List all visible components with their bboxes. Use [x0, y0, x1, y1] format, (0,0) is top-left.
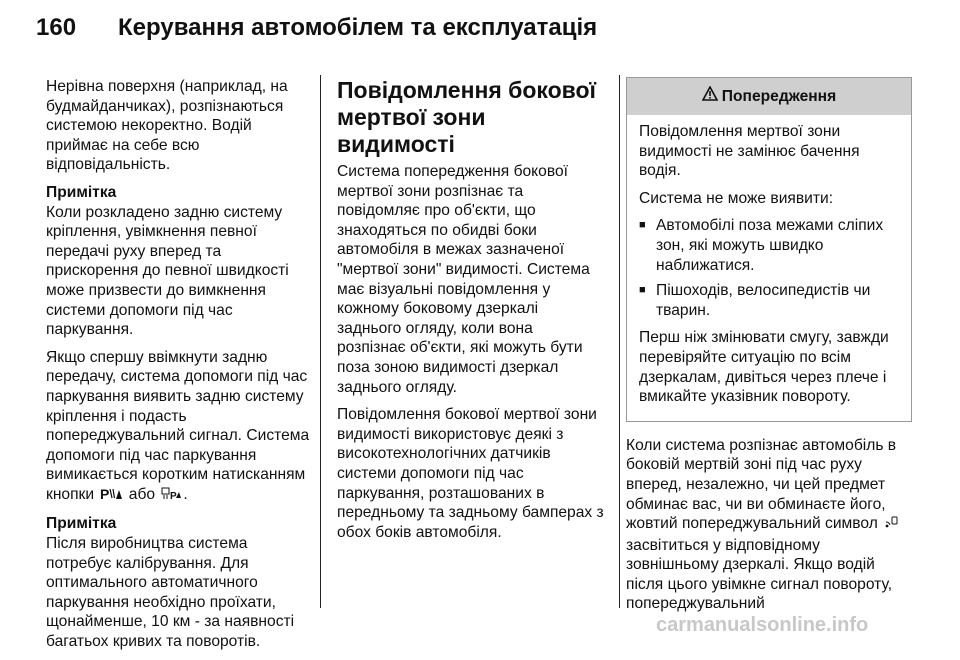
paragraph-text-or: або: [128, 485, 156, 503]
column-middle: [337, 77, 605, 550]
note-heading: Примітка: [46, 515, 117, 533]
warning-text: Повідомлення мертвої зони видимості не замінює бачення водія.: [639, 123, 860, 180]
watermark: carmanualsonline.info: [656, 614, 869, 636]
list-item: ■ Автомобілі поза межами сліпих зон, які можуть швидко наближатися.: [639, 216, 903, 275]
warning-triangle-icon: [702, 86, 718, 107]
column-right: [626, 77, 916, 622]
column-left: [46, 77, 314, 660]
paragraph-detection: [626, 436, 916, 614]
note-text: Після виробництва система потребує калібрування. Для оптимального автоматичного паркування необхідно проїхати, щонайменше, 10 км - за наявності багатьох кривих та поворотів.: [46, 535, 295, 651]
paragraph-reverse-gear: [46, 348, 314, 507]
paragraph-sensors: Повідомлення бокової мертвої зони видимості використовує деякі з високотехнологічних датчиків системи допомоги під час паркування, розташованих в передньому та задньому бамперах з обох боків автомобіля.: [337, 406, 604, 541]
section-title: Повідомлення бокової мертвої зони видимості: [337, 77, 597, 157]
warning-body: [627, 115, 911, 421]
paragraph-uneven-surface: Нерівна поверхня (наприклад, на будмайданчиках), розпізнаються системою некоректно. Водій приймає на себе всю відповідальність.: [46, 78, 288, 174]
park-assist-icon: [100, 486, 122, 507]
warning-text: Система не може виявити:: [639, 189, 834, 207]
column-divider-left: [320, 75, 321, 608]
note-heading: Примітка: [46, 183, 117, 201]
park-pilot-icon: [161, 486, 181, 507]
paragraph-text: Коли система розпізнає автомобіль в боковій мертвій зоні під час руху вперед, незалежно, чи цей предмет обминає вас, чи ви обминаєте його, жовтий попереджувальний символ: [626, 436, 897, 533]
warning-text: Перш ніж змінювати смугу, завжди перевіряйте ситуацію по всім дзеркалам, дивіться через плече і вмикайте указівник повороту.: [639, 329, 889, 406]
warning-header: [627, 78, 911, 115]
page-header: [0, 0, 960, 60]
paragraph-system-description: Система попередження бокової мертвої зони розпізнає та повідомляє про об'єкти, що знаходяться по обидві боки автомобіля в межах зазначеної "мертвої зони" видимості. Система має візуальні повідомлення у кожному боковому дзеркалі заднього огляду, коли вона розпізнає об'єкти, які можуть бути поза зоною видимості дзеркал заднього огляду.: [337, 163, 590, 396]
column-divider-right: [619, 75, 620, 608]
warning-box: [626, 77, 912, 422]
page-title: Керування автомобілем та експлуатація: [118, 14, 598, 41]
note-text: Коли розкладено задню систему кріплення, увімкнення певної передачі руху вперед та прискорення до певної швидкості може призвести до вимкнення системи допомоги під час паркування.: [46, 203, 289, 339]
paragraph-text-end: .: [183, 485, 188, 503]
paragraph-text: засвітиться у відповідному зовнішньому дзеркалі. Якщо водій після цього увімкне сигнал повороту, попереджувальний: [626, 536, 893, 613]
blind-spot-icon: [884, 516, 898, 536]
svg-text:P: P: [170, 490, 178, 501]
page-number: 160: [36, 14, 77, 41]
warning-title: Попередження: [721, 87, 837, 105]
svg-text:P: P: [100, 485, 110, 501]
warning-list: [639, 216, 903, 320]
paragraph-text: Якщо спершу ввімкнути задню передачу, система допомоги під час паркування виявить задню систему кріплення і подасть попереджувальний сигнал. Система допомоги під час паркування вимикається коротким натисканням кнопки: [46, 348, 310, 503]
list-item: ■ Пішоходів, велосипедистів чи тварин.: [639, 281, 903, 320]
